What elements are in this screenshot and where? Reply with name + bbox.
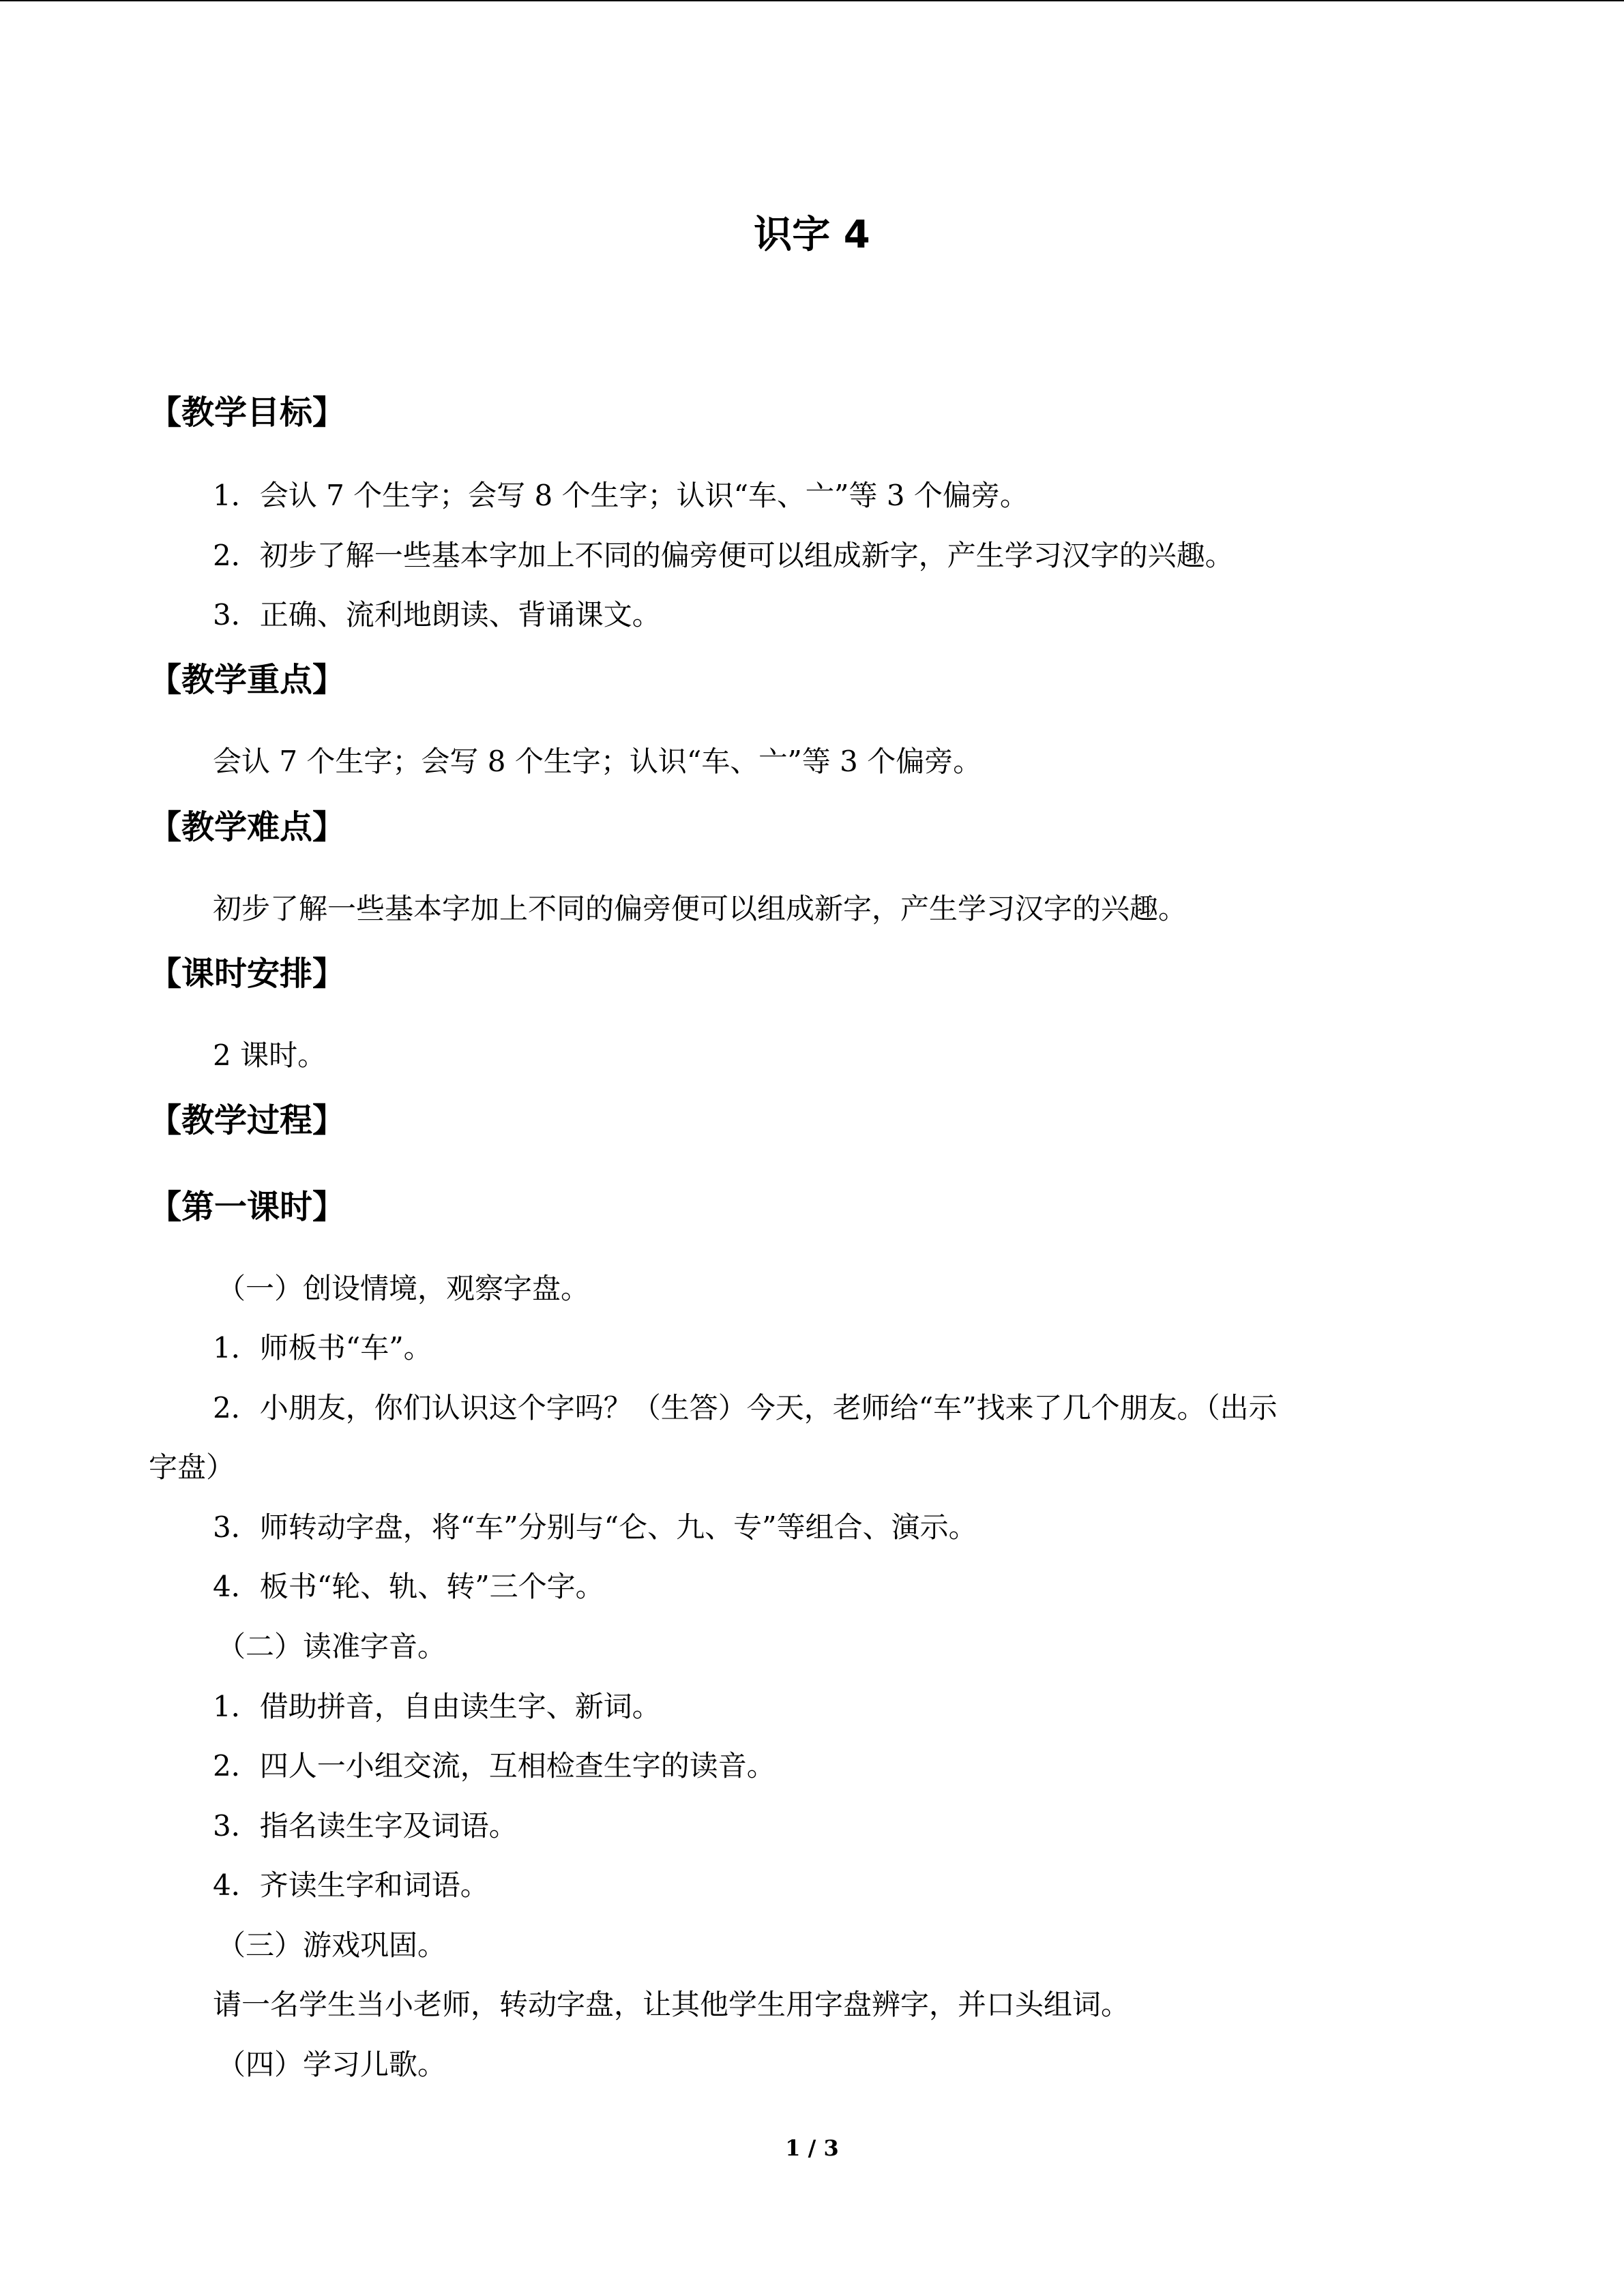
lesson1-step-1-title: （一）创设情境，观察字盘。 xyxy=(217,1272,590,1305)
lesson1-line: 3．指名读生字及词语。 xyxy=(213,1809,518,1843)
lesson1-line: 4．齐读生字和词语。 xyxy=(213,1868,489,1902)
schedule-text: 2 课时。 xyxy=(213,1039,327,1072)
lesson1-line: 1．师板书“车”。 xyxy=(213,1331,432,1365)
page-number: 1 / 3 xyxy=(785,2135,839,2161)
lesson1-line: 1．借助拼音，自由读生字、新词。 xyxy=(213,1690,661,1723)
lesson1-line: 4．板书“轮、轨、转”三个字。 xyxy=(213,1570,604,1603)
key-points-text: 会认 7 个生字；会写 8 个生字；认识“车、亠”等 3 个偏旁。 xyxy=(213,745,982,778)
lesson1-step-4-title: （四）学习儿歌。 xyxy=(217,2048,447,2081)
lesson1-step-2-title: （二）读准字音。 xyxy=(217,1630,447,1663)
difficulties-text: 初步了解一些基本字加上不同的偏旁便可以组成新字，产生学习汉字的兴趣。 xyxy=(213,892,1187,925)
heading-difficulties: 【教学难点】 xyxy=(149,808,346,846)
lesson1-line: 字盘） xyxy=(149,1450,235,1484)
heading-teaching-process: 【教学过程】 xyxy=(149,1101,346,1139)
lesson1-line: 2．四人一小组交流，互相检查生字的读音。 xyxy=(213,1749,776,1783)
heading-teaching-goals: 【教学目标】 xyxy=(149,393,346,432)
goal-item-1: 1．会认 7 个生字；会写 8 个生字；认识“车、亠”等 3 个偏旁。 xyxy=(213,479,1029,512)
heading-key-points: 【教学重点】 xyxy=(149,661,346,699)
lesson1-step-3-title: （三）游戏巩固。 xyxy=(217,1928,447,1962)
heading-schedule: 【课时安排】 xyxy=(149,955,346,993)
goal-item-2: 2．初步了解一些基本字加上不同的偏旁便可以组成新字，产生学习汉字的兴趣。 xyxy=(213,539,1234,572)
heading-lesson-1: 【第一课时】 xyxy=(149,1188,346,1226)
lesson1-line: 请一名学生当小老师，转动字盘，让其他学生用字盘辨字，并口头组词。 xyxy=(213,1988,1130,2021)
lesson1-line: 3．师转动字盘，将“车”分别与“仑、九、专”等组合、演示。 xyxy=(213,1510,977,1544)
lesson1-line: 2．小朋友，你们认识这个字吗？（生答）今天，老师给“车”找来了几个朋友。（出示 xyxy=(213,1391,1278,1425)
goal-item-3: 3．正确、流利地朗读、背诵课文。 xyxy=(213,598,661,631)
document-title: 识字 4 xyxy=(754,213,870,257)
top-border xyxy=(0,0,1624,1)
